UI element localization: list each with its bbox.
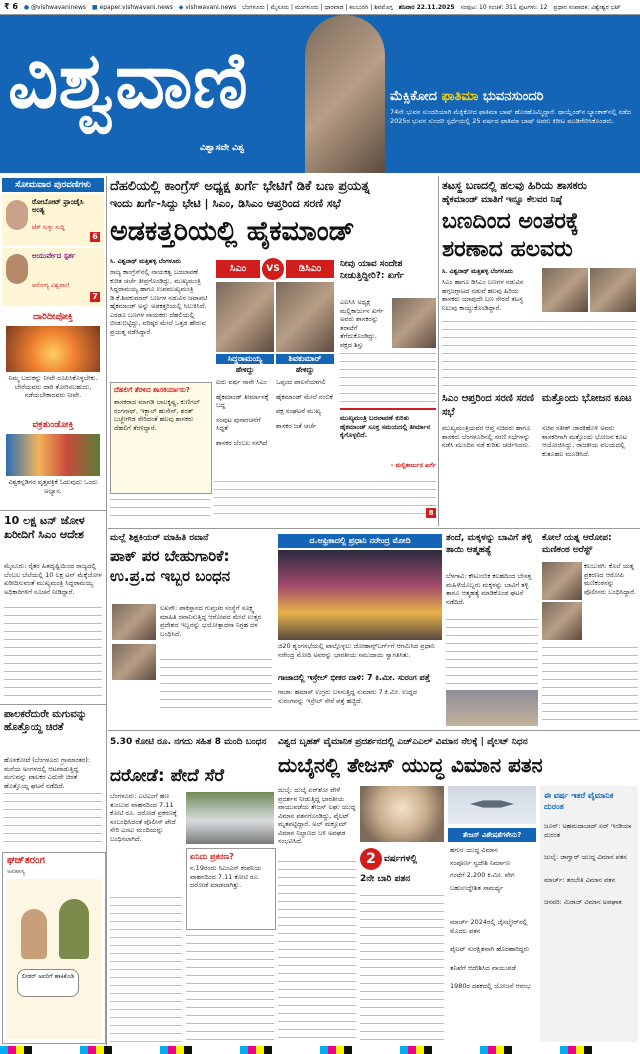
vs-badge: VS [262,258,284,280]
sidebar-story-2-filler [4,790,102,846]
spy-body-filler [160,656,272,714]
years-box [360,848,444,888]
robbery-box-head: ಏನಿದು ಪ್ರಕರಣ? [190,852,234,861]
vs-left-label: ಸಿಎಂ [216,260,260,278]
accused-photo-1 [112,604,156,640]
masthead [0,15,640,173]
robbery-body-filler-2 [186,932,274,1042]
years-text: ವರ್ಷಗಳಲ್ಲಿ [384,854,418,864]
right-point: ಶಾಸಕರ ಜತೆ ಚರ್ಚೆ [276,421,317,430]
vs-right-label: ಡಿಸಿಎಂ [286,260,334,278]
robbery-box-body: ನ.19ರಂದು ಸಿಎಂಎಸ್ ಕಂಪನಿಯ ವಾಹನದಿಂದ 7.11 ಕೋಟಿ ರೂ. ದರೋಡೆ ಮಾಡಲಾಗಿತ್ತು. [190,864,262,889]
cartoon-text: ಲೀಡರ್ ಅವರಿಗೆ ಹಾಕಿಕೊಡಿ [21,973,75,980]
tejas-points [450,846,534,906]
modi-photo-caption: ಜಿ20 ಶೃಂಗಸಭೆಯಲ್ಲಿ ಪಾಲ್ಗೊಳ್ಳಲು ಜೋಹಾನ್ಸ್‌ಬರ್ಗ್‌ಗೆ ಆಗಮಿಸಿದ ಪ್ರಧಾನಿ ನರೇಂದ್ರ ಮೋದಿ ಅವರನ್ನು ಭಾರತೀಯ ಸಮುದಾಯ ಸ್ವಾಗತಿಸಿತು. [278,642,435,659]
sidebar-item-1[interactable] [2,194,104,246]
right-name: ಶಿವಕುಮಾರ್ [276,354,334,364]
cartoon-box [2,852,106,1044]
sidebar-box-2-text: ನಿಮ್ಮ ಬದುಕನ್ನು ನೀವೇ ರೂಪಿಸಿಕೊಳ್ಳಬೇಕು. ಬೇರೆಯವರು ದಾರಿ ತೋರಿಸಬಹುದು, ನಡೆಯಬೇಕಾದವರು ನೀವೇ. [8,374,98,399]
kharge-photo [392,298,436,348]
list-point: 1980ರ ದಶಕದಲ್ಲಿ ಯೋಜನೆ ಆರಂಭ [450,982,531,990]
years-sub: 2ನೇ ಬಾರಿ ಪತನ [360,874,411,884]
left-sub: ಹೇಳಿದ್ದು [235,366,255,374]
lead-kicker[interactable]: ದೆಹಲಿಯಲ್ಲಿ ಕಾಂಗ್ರೆಸ್ ಅಧ್ಯಕ್ಷ ಖರ್ಗೆ ಭೇಟಿಗೆ ಡಿಕೆ ಬಣ ಪ್ರಯತ್ನ [110,179,370,194]
right-box-2 [542,392,638,526]
quote-text: ಮುಖ್ಯಮಂತ್ರಿ ಬದಲಾವಣೆ ಕುರಿತು ಹೈಕಮಾಂಡ್ ಸೂಕ್ತ ಸಮಯದಲ್ಲಿ ತೀರ್ಮಾನ ಕೈಗೊಳ್ಳಲಿದೆ. [340,414,431,439]
right-box-2-body: ಸಚಿವ ಸತೀಶ್ ಜಾರಕಿಹೊಳಿ ಅವರು ಶಾಸಕರಿಗಾಗಿ ಮತ್ತೊಂದು ಭೋಜನ ಕೂಟ ಆಯೋಜಿಸಿದ್ದು, ರಾಜಕೀಯ ವಲಯದಲ್ಲಿ ಕುತೂಹಲ ಮೂಡಿಸಿದೆ. [542,424,627,458]
gaza-headline[interactable]: ಗಾಜಾದಲ್ಲಿ ಇಸ್ರೇಲ್ ಭೀಕರ ದಾಳಿ: 7 ಕಿ.ಮೀ. ಸುರಂಗ ಪತ್ತೆ [278,673,430,682]
sunset-photo [6,326,100,372]
left-name: ಸಿದ್ದರಾಮಯ್ಯ [216,354,274,364]
quote-by: - ಮಲ್ಲಿಕಾರ್ಜುನ ಖರ್ಗೆ [390,462,436,469]
tejas-point: ಸಂಪೂರ್ಣ ಸ್ವದೇಶಿ ನಿರ್ಮಾಣ [450,858,511,867]
list-points [450,918,534,1038]
cartoon-figure [21,909,47,959]
color-registration-strip [0,1046,640,1054]
kharge-body-filler [340,350,436,404]
right-box-2-head[interactable]: ಮತ್ತೊಂದು ಭೋಜನ ಕೂಟ [542,393,632,404]
left-point: ಶಾಸಕರ ಬೆಂಬಲ ನನಗಿದೆ [216,438,268,447]
avatar [6,200,28,230]
cartoon-drawing [7,879,101,1039]
cartoon-sub: ಅಪಹಾಸ್ಯ [7,868,26,875]
tejas-point: ಗಂಟೆಗೆ 2,200 ಕಿ.ಮೀ. ವೇಗ [450,871,515,879]
cartoon-head: ಘಜ್‌ತರಂಗ [7,855,45,866]
right-body: ಸಿಎಂ ಹಾಗೂ ಡಿಸಿಎಂ ಬಣಗಳ ನಡುವಿನ ಹಗ್ಗಜಗ್ಗಾಟದ ನಡುವೆ ಹಲವು ಹಿರಿಯ ಶಾಸಕರು ಯಾವುದೇ ಬಣ ಸೇರದೆ ತಟಸ್ಥ ನಿಲುವು ಕಾಯ್ದುಕೊಂಡಿದ್ದಾರೆ. [442,278,524,312]
edition-list: ಬೆಂಗಳೂರು | ಮೈಸೂರು | ಮಂಗಳೂರು | ಧಾರವಾಡ | ಕಲಬುರಗಿ | ಶಿವಮೊಗ್ಗ [242,4,393,11]
page-badge: 7 [90,292,100,302]
lead-byline: ಸಿ. ವಿಶ್ವನಾಥ್ ಮತ್ತಿಹಳ್ಳಿ ಬೆಂಗಳೂರು [110,258,181,265]
right-sub: ಹೇಳಿದ್ದು [295,366,315,374]
issue-info: ಸಂಪುಟ: 10 ಸಂಚಿಕೆ: 311 ಪುಟಗಳು: 12 [460,4,548,11]
twitter-icon: ● [23,4,30,11]
gaza-body: ಗಾಜಾ: ಹಮಾಸ್ ಉಗ್ರರು ಬಳಸುತ್ತಿದ್ದ ಸುಮಾರು 7 ಕಿ.ಮೀ. ಉದ್ದದ ಸುರಂಗವನ್ನು ಇಸ್ರೇಲ್ ಸೇನೆ ಪತ್ತೆ ಹಚ್ಚಿದೆ. [278,688,418,705]
crash-smoke-photo [360,786,444,842]
crash-headline[interactable]: ದುಬೈನಲ್ಲಿ ತೇಜಸ್ ಯುದ್ಧ ವಿಮಾನ ಪತನ [278,753,543,777]
epaper-link[interactable]: epaper.vishwavani.news [99,4,173,11]
well-body: ಬೆಳಗಾವಿ: ಕೌಟುಂಬಿಕ ಕಲಹದಿಂದ ಬೇಸತ್ತ ಮಹಿಳೆಯೊಬ್ಬರು ಮಕ್ಕಳನ್ನು ಬಾವಿಗೆ ತಳ್ಳಿ ತಾನೂ ಆತ್ಮಹತ್ಯೆ ಮಾಡಿಕೊಂಡ ಘಟನೆ ನಡೆದಿದೆ. [446,572,532,606]
masthead-logo[interactable]: ವಿಶ್ವವಾಣಿ [8,36,248,126]
van-photo [186,792,274,844]
history-point: ಜುಲೈ: ಜಾಗ್ವಾರ್ ಯುದ್ಧ ವಿಮಾನ ಪತನ [544,853,627,861]
arrest-body-filler [542,644,638,726]
editor-line: ಪ್ರಧಾನ ಸಂಪಾದಕ: ವಿಶ್ವೇಶ್ವರ ಭಟ್ [553,4,621,11]
right-headline[interactable]: ಬಣದಿಂದ ಅಂತರಕ್ಕೆ ಶರಣಾದ ಹಲವರು [442,209,579,262]
sub-box [110,382,212,494]
right-box-1-head[interactable]: ಸಿಎಂ ಆಪ್ತರಿಂದ ಸರಣಿ ಸರಣಿ ಸಭೆ [442,393,534,418]
sidebar [0,176,107,1046]
arrest-headline[interactable]: ಕೋಲೆ ಯತ್ನ ಆರೋಪ: ಮಣಿಕಂಠ ಅರೆಸ್ಟ್ [542,533,612,555]
crash-body: ದುಬೈ: ದುಬೈ ಏರ್‌ಶೋ ವೇಳೆ ಪ್ರದರ್ಶನ ನೀಡುತ್ತಿದ್ದ ಭಾರತೀಯ ವಾಯುಪಡೆಯ ತೇಜಸ್ ಲಘು ಯುದ್ಧ ವಿಮಾನ ಪತನಗೊಂಡಿದ್ದು, ಪೈಲಟ್ ಮೃತಪಟ್ಟಿದ್ದಾರೆ. ಅಲ್ ಮಕ್ತೂಮ್ ವಿಮಾನ ನಿಲ್ದಾಣದ ಬಳಿ ಅವಘಡ ಸಂಭವಿಸಿದೆ. [278,786,356,845]
price: ₹ 6 [4,2,18,11]
promo-title: ಮೆಕ್ಸಿಕೋದ ಫಾತಿಮಾ ಭುವನಸುಂದರಿ [390,89,544,104]
lead-kicker-2: ಇಂದು ಖರ್ಗೆ-ಸಿದ್ದು ಭೇಟಿ | ಸಿಎಂ, ಡಿಸಿಎಂ ಆಪ್ತರಿಂದ ಸರಣಿ ಸಭೆ [110,197,341,210]
kharge-body: ಎಐಸಿಸಿ ಅಧ್ಯಕ್ಷ ಮಲ್ಲಿಕಾರ್ಜುನ ಖರ್ಗೆ ಅವರು ಶಾಸಕರನ್ನು ತರಾಟೆಗೆ ತೆಗೆದುಕೊಂಡಿದ್ದು, ಪಕ್ಷದ ಶಿಸ್ತು [340,298,384,349]
column-divider [438,176,439,526]
history-head: ಈ ವರ್ಷ ಇತರೆ ವೈಮಾನಿಕ ದುರಂತ [544,791,614,811]
legislator-photo-2 [590,268,636,312]
lead-body: ರಾಜ್ಯ ಕಾಂಗ್ರೆಸ್‌ನಲ್ಲಿ ನಾಯಕತ್ವ ಬದಲಾವಣೆ ಕುರಿತ ಚರ್ಚೆ ತೀವ್ರಗೊಂಡಿದ್ದು, ಮುಖ್ಯಮಂತ್ರಿ ಸಿದ್ದರಾಮಯ್ಯ ಹಾಗೂ ಉಪಮುಖ್ಯಮಂತ್ರಿ ಡಿ.ಕೆ.ಶಿವಕುಮಾರ್ ಬಣಗಳ ನಡುವಿನ ಜಟಾಪಟಿ ಹೈಕಮಾಂಡ್ ಅನ್ನು ಅಡಕತ್ತರಿಯಲ್ಲಿ ಸಿಲುಕಿಸಿದೆ. ಎರಡೂ ಬಣಗಳ ನಾಯಕರು ದೆಹಲಿಯಲ್ಲಿ ಬೀಡುಬಿಟ್ಟಿದ್ದು, ವರಿಷ್ಠರ ಮೇಲೆ ಒತ್ತಡ ಹೇರುವ ಪ್ರಯತ್ನ ನಡೆಸಿದ್ದಾರೆ. [110,268,208,336]
miss-universe-photo [305,15,385,173]
siddaramaiah-photo [216,282,274,352]
sidebar-header: ಸೋಮವಾರ ಪುರವಣಿಗಳು [2,178,104,192]
sidebar-story-2-head[interactable]: ಪಾಲಕರೆದುರೇ ಮಗುವನ್ನು ಹೊತ್ತೊಯ್ದ ಚಿರತೆ [4,709,87,733]
sub-box-body: ಶಾಸಕರಾದ ಮಾಗಡಿ ಬಾಲಕೃಷ್ಣ, ಕುಣಿಗಲ್ ರಂಗನಾಥ್, ಇಕ್ಬಾಲ್ ಹುಸೇನ್, ಶರತ್ ಬಚ್ಚೇಗೌಡ ಸೇರಿದಂತೆ ಹಲವು ಶಾಸಕರು ದೆಹಲಿಗೆ ತೆರಳಿದ್ದಾರೆ. [114,398,200,432]
right-point: ಹೈಕಮಾಂಡ್ ಮೇಲೆ ನಂಬಿಕೆ [276,392,333,401]
cartoon-figure [59,899,89,959]
modi-photo-head: ದ.ಆಫ್ರಿಕಾದಲ್ಲಿ ಪ್ರಧಾನಿ ನರೇಂದ್ರ ಮೋದಿ [278,534,442,548]
page-badge: 6 [90,232,100,242]
quote-box [340,408,436,476]
right-kicker-2: ಹೈಕಮಾಂಡ್ ಮಾತಿಗೆ ಇನ್ನೂ ಕೆಲವರ ನಿಷ್ಠೆ [442,195,563,205]
right-box-1 [442,392,540,526]
legislator-photo-1 [542,268,588,312]
right-point: ಒಪ್ಪಂದ ಪಾಲನೆಯಾಗಲಿ [276,378,326,386]
sidebar-story-1-text: ಮೈಸೂರು: ರೈತರ ಹಿತದೃಷ್ಟಿಯಿಂದ ರಾಜ್ಯದಲ್ಲಿ ಬೆಂಬಲ ಬೆಲೆಯಲ್ಲಿ 10 ಲಕ್ಷ ಟನ್ ಮೆಕ್ಕೆಜೋಳ ಖರೀದಿಸುವಂತೆ ಮುಖ್ಯಮಂತ್ರಿ ಸಿದ್ದರಾಮಯ್ಯ ಅಧಿಕಾರಿಗಳಿಗೆ ಸೂಚನೆ ನೀಡಿದ್ದಾರೆ. [4,562,102,596]
years-filler [360,892,444,1042]
robbery-body: ಬೆಂಗಳೂರು: ಎಟಿಎಂಗೆ ಹಣ ತುಂಬುವ ವಾಹನದಿಂದ 7.11 ಕೋಟಿ ರೂ. ದರೋಡೆ ಪ್ರಕರಣಕ್ಕೆ ಸಂಬಂಧಿಸಿದಂತೆ ಪೊಲೀಸ್ ಪೇದೆ ಸೇರಿ ಎಂಟು ಮಂದಿಯನ್ನು ಬಂಧಿಸಲಾಗಿದೆ. [110,792,177,843]
lead-body-cont [110,496,210,520]
history-points [544,822,634,1038]
robbery-headline[interactable]: ದರೋಡೆ: ಪೇದೆ ಸೆರೆ [110,766,225,786]
sidebar-box-3-head: ವಕ್ರತುಂಡೋಕ್ತಿ [32,420,74,430]
arrest-photo [542,562,582,600]
tejas-point: ಬಹುಉದ್ದೇಶಿತ ಸಾಮರ್ಥ್ಯ [450,883,504,892]
lead-cont-filler [214,478,436,518]
history-point: ಜೂನ್: ಅಹಮದಾಬಾದ್ ಏರ್ ಇಂಡಿಯಾ ದುರಂತ [544,822,632,839]
sidebar-item-title: ರೋಬೋಟ್ ಫ್ರಾಂಚೈಸಿ ಅಂತ್ಯ [32,198,84,214]
continued-badge: 8 [426,508,436,518]
tejas-point: ಹಗುರ ಯುದ್ಧ ವಿಮಾನ [450,846,498,854]
robbery-kicker: 5.30 ಕೋಟಿ ರೂ. ನಗದು ಸಹಿತ 8 ಮಂದಿ ಬಂಧನ [110,737,267,747]
right-byline: ಸಿ. ವಿಶ್ವನಾಥ್ ಮತ್ತಿಹಳ್ಳಿ ಬೆಂಗಳೂರು [442,268,513,275]
spy-headline[interactable]: ಪಾಕ್ ಪರ ಬೇಹುಗಾರಿಕೆ: ಉ.ಪ್ರ.ದ ಇಬ್ಬರ ಬಂಧನ [110,547,231,585]
site-link[interactable]: vishwavani.news [185,4,237,11]
issue-date: ಶನಿವಾರ 22.11.2025 [398,4,455,11]
crash-body-filler [278,858,356,1042]
right-body-filler [442,318,636,388]
tejas-box-head: ತೇಜಸ್ ವಿಶೇಷತೆಗಳೇನು? [448,828,536,842]
sidebar-story-2-text: ಹೊಸಕೋಟೆ (ಬೆಂಗಳೂರು ಗ್ರಾಮಾಂತರ): ಮನೆಯ ಅಂಗಳದಲ್ಲಿ ಆಟವಾಡುತ್ತಿದ್ದ ಮಗುವನ್ನು ಪಾಲಕರ ಎದುರೇ ಚಿರತೆ ಹೊತ್ತೊಯ್ದ ಘಟನೆ ನಡೆದಿದೆ. [4,756,91,790]
list-point: ಪೈಲಟ್ ಸುರಕ್ಷಿತವಾಗಿ ಹೊರಹಾರಿದ್ದರು [450,945,530,953]
right-kicker[interactable]: ತಟಸ್ಥ ಬಣದಲ್ಲಿ ಹಲವು ಹಿರಿಯ ಶಾಸಕರು [442,179,587,192]
divider [108,528,640,529]
modi-photo [278,550,442,640]
sidebar-item-2[interactable] [2,248,104,306]
divider [108,730,640,731]
left-point: ಸಂಪುಟ ಪುನಾರಚನೆಗೆ ಸಿದ್ಧತೆ [216,415,261,432]
twitter-handle[interactable]: @vishwavaninews [31,4,86,11]
spy-body: ಲಖನೌ: ಪಾಕಿಸ್ತಾನದ ಗುಪ್ತಚರ ಸಂಸ್ಥೆಗೆ ಸೂಕ್ಷ್ಮ ಮಾಹಿತಿ ರವಾನಿಸುತ್ತಿದ್ದ ಆರೋಪದ ಮೇಲೆ ಉತ್ತರ ಪ್ರದೇಶದ ಇಬ್ಬರನ್ನು ಭಯೋತ್ಪಾದನಾ ನಿಗ್ರಹ ದಳ ಬಂಧಿಸಿದೆ. [160,604,262,638]
epaper-icon: ■ [91,4,98,11]
crash-kicker: ವಿಶ್ವದ ಬೃಹತ್ ವೈಮಾನಿಕ ಪ್ರದರ್ಶನದಲ್ಲಿ ಎಚ್‌ಎಎಲ್ ವಿಮಾನ ನೆಲಕ್ಕೆ | ಪೈಲಟ್ ನಿಧನ [278,737,528,747]
well-headline[interactable]: ತಂದೆ, ಮಕ್ಕಳನ್ನು ಬಾವಿಗೆ ತಳ್ಳಿ ತಾಯಿ ಆತ್ಮಹತ್ಯೆ [446,533,532,555]
sidebar-box-2-head: ದಾರಿದೀಪೋಕ್ತಿ [33,312,73,322]
sub-box-head: ದೆಹಲಿಗೆ ತೆರಳಿದ ಶಾಸಕರ್ಯಾರು? [114,386,190,394]
divider [0,510,106,511]
arrest-body: ಕಲಬುರಗಿ: ಕೊಲೆ ಯತ್ನ ಪ್ರಕರಣದ ಆರೋಪಿ ಮಣಿಕಂಠನನ್ನು ಪೊಲೀಸರು ಬಂಧಿಸಿದ್ದಾರೆ. [584,562,637,596]
sidebar-story-1-filler [4,604,102,700]
arrest-photo-2 [542,602,582,640]
sidebar-item-sub: ಟೆಕ್‌ ಸುಳ್ಳು ಸುದ್ದಿ [32,224,65,231]
cartoon-bubble [17,969,79,997]
history-box [540,786,638,1042]
gaza-photo [446,690,538,726]
list-point: ತನಿಖೆಗೆ ಆದೇಶಿಸಿದ ವಾಯುಪಡೆ [450,963,516,972]
history-point: ಜನವರಿ: ಮಿರಾಜ್ ವಿಮಾನ ಅಪಘಾತ [544,898,622,906]
years-number: 2 [360,848,382,870]
robbery-box [186,848,276,930]
history-point: ಮಾರ್ಚ್: ತರಬೇತಿ ವಿಮಾನ ಪತನ [544,875,616,884]
books-photo [6,434,100,476]
lead-headline[interactable]: ಅಡಕತ್ತರಿಯಲ್ಲಿ ಹೈಕಮಾಂಡ್ [110,216,355,247]
right-point: ಪಕ್ಷ ಸಂಘಟನೆ ಮುಖ್ಯ [276,407,322,415]
left-point: ಐದು ವರ್ಷ ನಾನೇ ಸಿಎಂ [216,378,267,386]
top-bar [0,0,640,15]
robbery-body-filler [110,894,182,1042]
spy-kicker: ಮಲ್ಲೆ ಶಿಕ್ಷಕಿಯರ್ ಮಾಹಿತಿ ರವಾನೆ [110,533,209,543]
divider [0,704,106,705]
accused-photo-2 [112,644,156,680]
kharge-head[interactable]: ನೀವು ಯಾವ ಸಂದೇಶ ನೀಡುತ್ತಿದ್ದೀರಿ?: ಖರ್ಗೆ [340,259,405,281]
sidebar-item-sub: ಆರೋಗ್ಯ ವಿಶ್ವವಾಣಿ [32,282,70,289]
avatar [6,254,28,284]
tejas-box [448,828,536,1042]
left-point: ಹೈಕಮಾಂಡ್ ತೀರ್ಮಾನಕ್ಕೆ ಬದ್ಧ [216,392,269,409]
sidebar-item-title: ಆಯುರ್ವೇದ ಸ್ಪರ್ಶ [32,252,76,260]
right-box-1-body: ಮುಖ್ಯಮಂತ್ರಿಯವರ ಆಪ್ತ ಸಚಿವರು ಹಾಗೂ ಶಾಸಕರು ಬೆಂಗಳೂರಿನಲ್ಲಿ ಸರಣಿ ಸಭೆಗಳನ್ನು ನಡೆಸಿ ಮುಂದಿನ ನಡೆ ಕುರಿತು ಚರ್ಚಿಸಿದರು. [442,424,531,449]
shivakumar-photo [276,282,334,352]
list-point: ಮಾರ್ಚ್ 2024ರಲ್ಲಿ ಜೈಸಲ್ಮೇರ್‌ನಲ್ಲಿ ಮೊದಲ ಪತನ [450,918,528,935]
masthead-tagline: ವಿಶ್ವಾಸವೇ ವಿಶ್ವ [200,143,245,153]
sidebar-box-3-text: ವಿಶ್ವಕನ್ನಡಿಗರ ವೃತ್ತಪತ್ರಿಕೆ ಓದುವುದು ಒಂದು ಅಭ್ಯಾಸ. [8,478,98,495]
web-icon: ◆ [178,4,184,11]
sidebar-story-1-head[interactable]: 10 ಲಕ್ಷ ಟನ್ ಜೋಳ ಖರೀದಿಗೆ ಸಿಎಂ ಆದೇಶ [4,514,85,541]
promo-text: 74ನೇ ಭುವನ ಸುಂದರಿಯಾಗಿ ಮೆಕ್ಸಿಕೋದ ಫಾತಿಮಾ ಬಾಷ್ ಹೊರಹೊಮ್ಮಿದ್ದಾರೆ. ಥಾಯ್ಲೆಂಡ್‌ನ ಬ್ಯಾಂಕಾಕ್‌ನಲ್ಲಿ ನಡೆದ 2025ರ ಭುವನ ಸುಂದರಿ ಸ್ಪರ್ಧೆಯಲ್ಲಿ 25 ವರ್ಷದ ಫಾತಿಮಾ ಬಾಷ್ ಅವರು ಕಿರೀಟ ಮುಡಿಗೇರಿಸಿಕೊಂಡರು. [390,108,631,125]
